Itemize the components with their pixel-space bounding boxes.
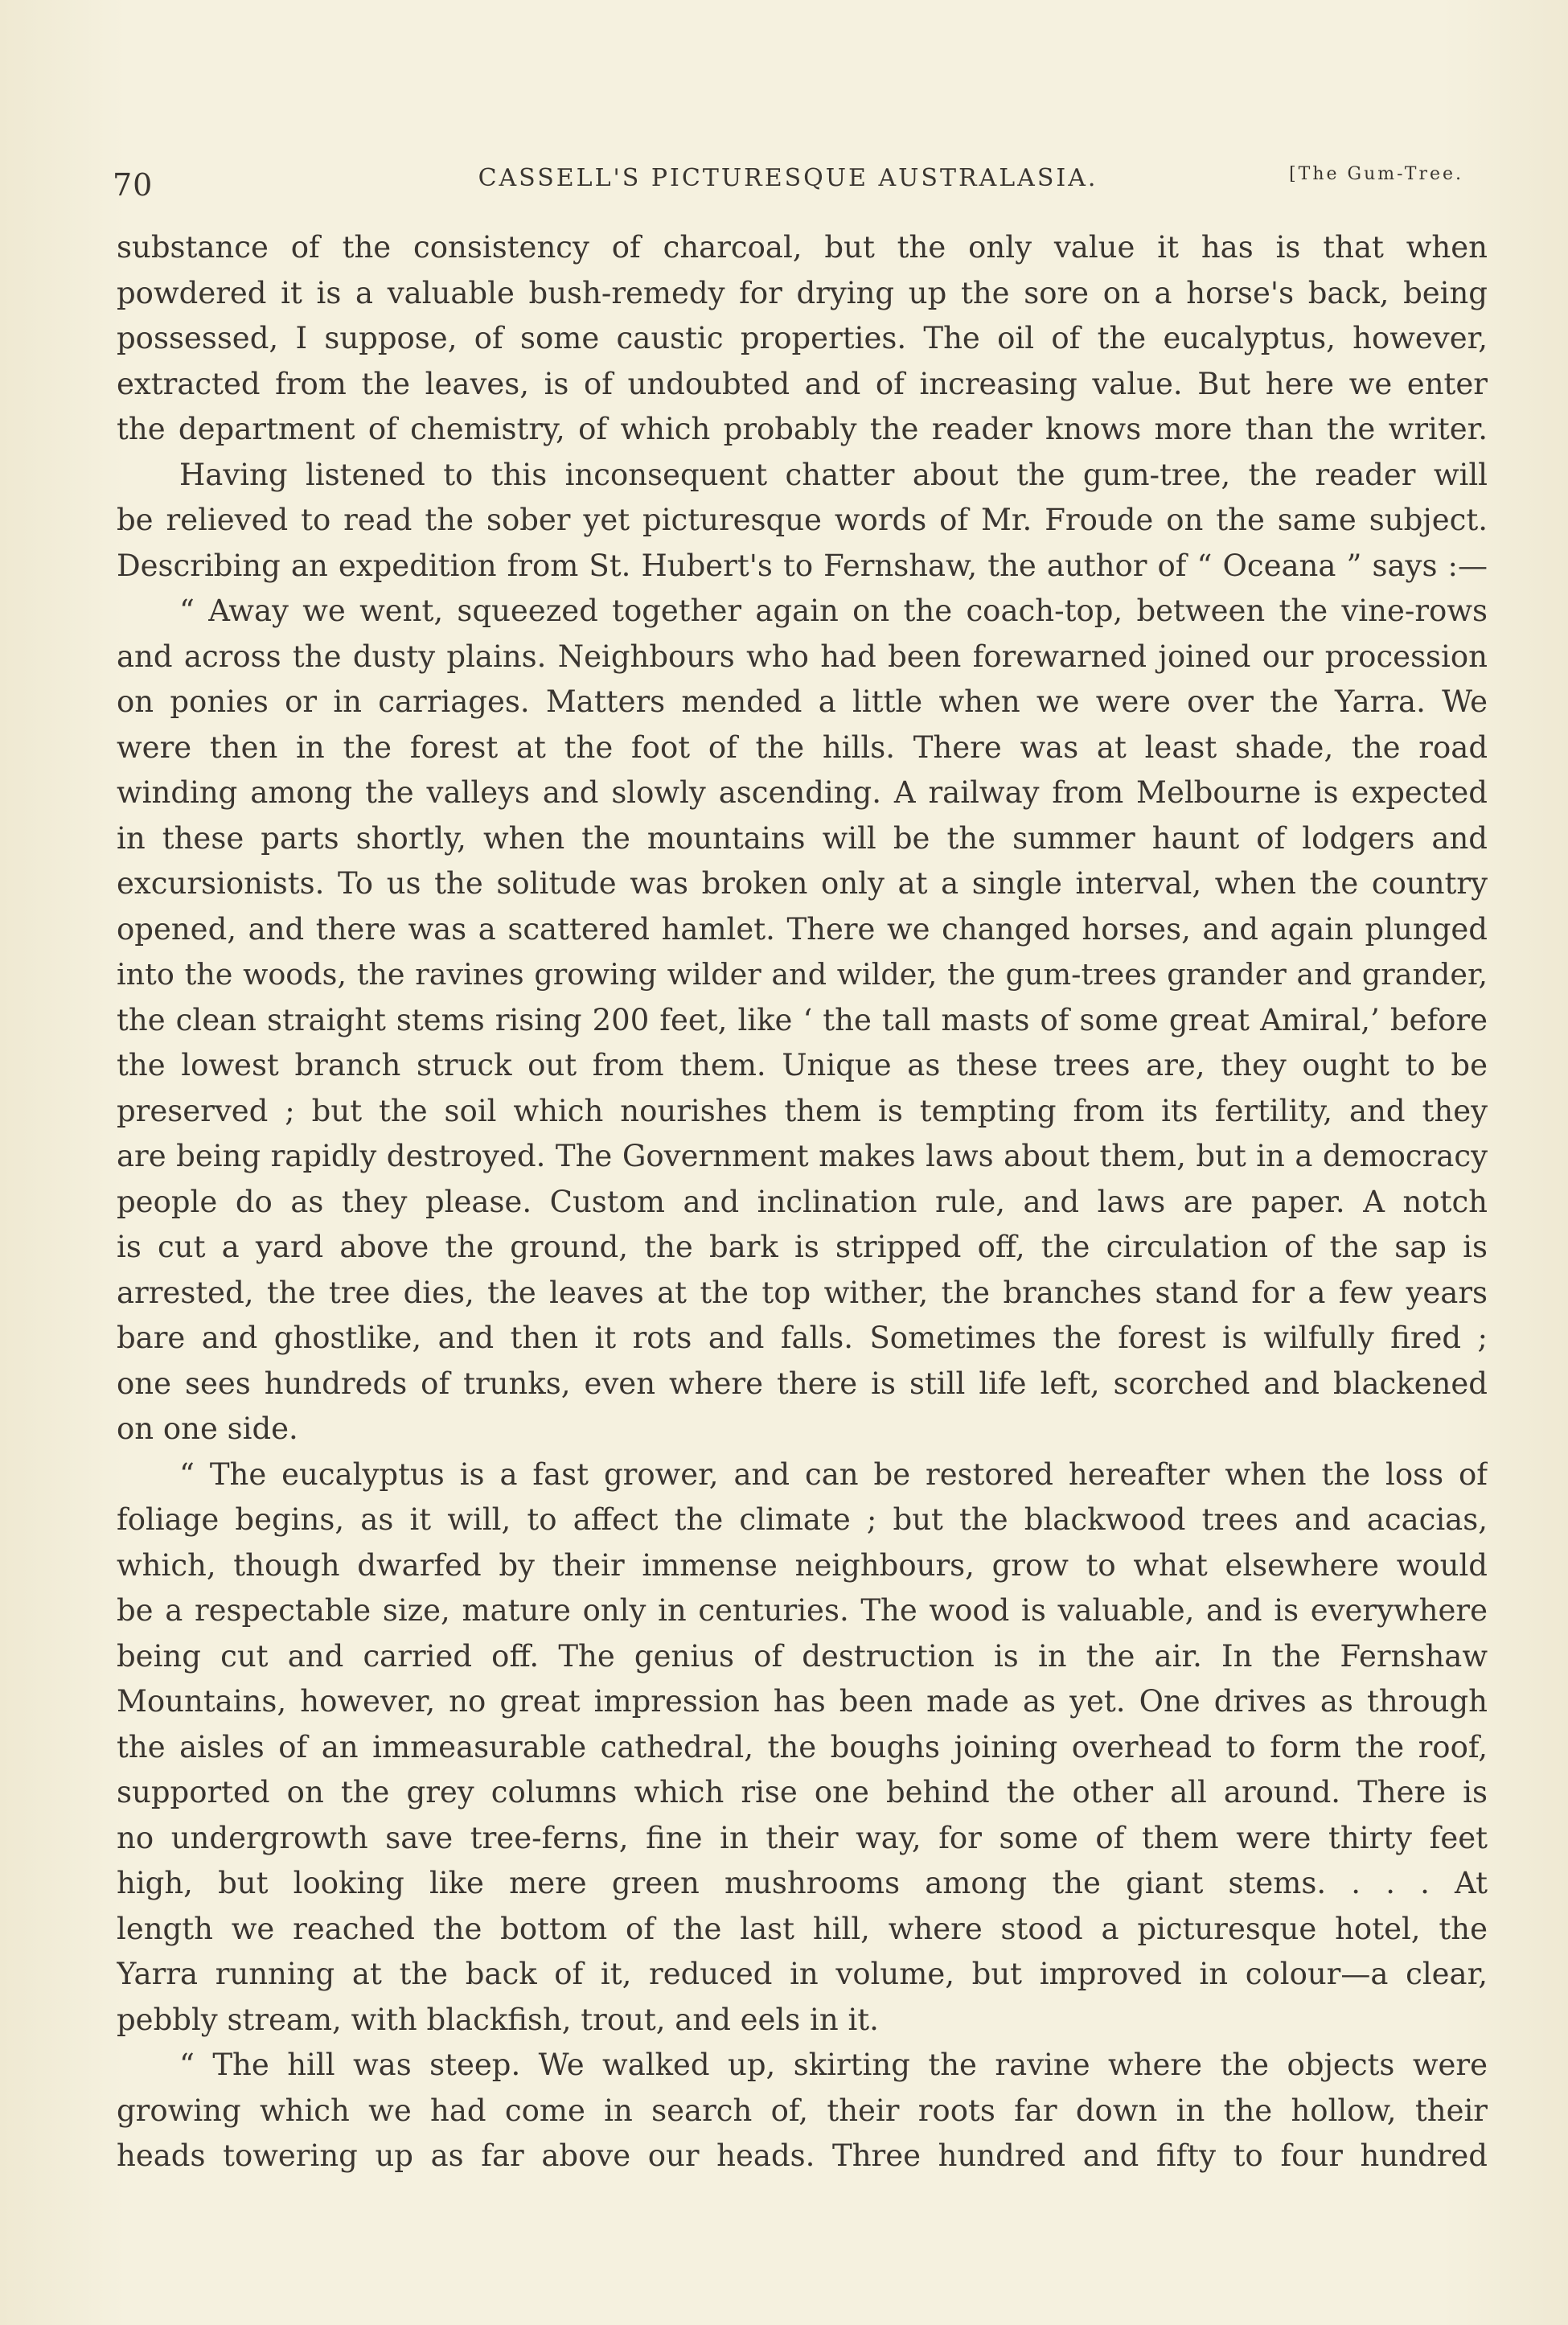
text-line: powdered it is a valuable bush-remedy for drying up the sore on a horse's back, being: [117, 275, 1488, 310]
text-line: which, though dwarfed by their immense neighbours, grow to what elsewhere would: [117, 1547, 1488, 1583]
text-line: into the woods, the ravines growing wilder and wilder, the gum-trees grander and grander,: [117, 957, 1488, 992]
text-line: and across the dusty plains. Neighbours who had been forewarned joined our procession: [117, 639, 1488, 674]
text-line: bare and ghostlike, and then it rots and falls. Sometimes the forest is wilfully fired ;: [117, 1321, 1488, 1355]
text-line: opened, and there was a scattered hamlet. There we changed horses, and again plunged: [117, 911, 1488, 947]
text-line: in these parts shortly, when the mountains will be the summer haunt of lodgers and: [117, 820, 1488, 856]
text-line: be relieved to read the sober yet picturesque words of Mr. Froude on the same subject.: [117, 503, 1488, 537]
text-line: the department of chemistry, of which probably the reader knows more than the writer.: [117, 412, 1488, 446]
page-header: [113, 153, 1463, 201]
text-line: on one side.: [117, 1411, 298, 1446]
text-line: were then in the forest at the foot of the hills. There was at least shade, the road: [117, 729, 1488, 765]
text-line: the lowest branch struck out from them. Unique as these trees are, they ought to be: [117, 1048, 1488, 1082]
text-line: Mountains, however, no great impression has been made as yet. One drives as through: [117, 1684, 1488, 1719]
text-line: one sees hundreds of trunks, even where there is still life left, scorched and blackened: [117, 1366, 1488, 1401]
text-line: Describing an expedition from St. Hubert's to Fernshaw, the author of “ Oceana ” says :—: [117, 548, 1488, 583]
running-title: CASSELL'S PICTURESQUE AUSTRALASIA.: [478, 164, 1098, 192]
text-line: Yarra running at the back of it, reduced in volume, but improved in colour—a clear,: [117, 1957, 1488, 1991]
text-line: preserved ; but the soil which nourishes them is tempting from its fertility, and they: [117, 1093, 1488, 1128]
text-line: pebbly stream, with blackfish, trout, and eels in it.: [117, 2002, 879, 2037]
text-line: “ The hill was steep. We walked up, skirting the ravine where the objects were: [179, 2048, 1488, 2082]
text-line: the aisles of an immeasurable cathedral, the boughs joining overhead to form the roof,: [117, 1729, 1488, 1764]
text-line: extracted from the leaves, is of undoubted and of increasing value. But here we enter: [117, 366, 1488, 401]
text-line: heads towering up as far above our heads. Three hundred and fifty to four hundred: [117, 2138, 1488, 2173]
text-line: is cut a yard above the ground, the bark is stripped off, the circulation of the sap is: [117, 1230, 1488, 1264]
text-line: “ The eucalyptus is a fast grower, and can be restored hereafter when the loss of: [179, 1456, 1488, 1492]
text-line: are being rapidly destroyed. The Government makes laws about them, but in a democracy: [117, 1139, 1488, 1173]
text-line: growing which we had come in search of, their roots far down in the hollow, their: [117, 2093, 1488, 2128]
text-line: supported on the grey columns which rise one behind the other all around. There is: [117, 1775, 1488, 1809]
text-line: be a respectable size, mature only in centuries. The wood is valuable, and is everywhere: [117, 1593, 1488, 1628]
text-line: length we reached the bottom of the last hill, where stood a picturesque hotel, the: [117, 1911, 1488, 1946]
text-line: Having listened to this inconsequent chatter about the gum-tree, the reader will: [179, 457, 1488, 492]
text-line: possessed, I suppose, of some caustic properties. The oil of the eucalyptus, however,: [117, 321, 1488, 355]
body-text: [117, 225, 1488, 2179]
text-line: the clean straight stems rising 200 feet, like ‘ the tall masts of some great Amiral,’ before: [117, 1002, 1488, 1037]
page-number: 70: [113, 167, 154, 203]
text-line: “ Away we went, squeezed together again on the coach-top, between the vine-rows: [179, 594, 1488, 628]
text-line: substance of the consistency of charcoal, but the only value it has is that when: [117, 230, 1488, 265]
text-line: high, but looking like mere green mushrooms among the giant stems. . . . At: [117, 1866, 1488, 1900]
text-line: being cut and carried off. The genius of destruction is in the air. In the Fernshaw: [117, 1638, 1488, 1674]
text-line: arrested, the tree dies, the leaves at the top wither, the branches stand for a few years: [117, 1275, 1488, 1310]
text-line: foliage begins, as it will, to affect the climate ; but the blackwood trees and acacias,: [117, 1502, 1488, 1537]
text-line: on ponies or in carriages. Matters mended a little when we were over the Yarra. We: [117, 684, 1488, 719]
text-line: people do as they please. Custom and inclination rule, and laws are paper. A notch: [117, 1184, 1488, 1219]
text-line: excursionists. To us the solitude was broken only at a single interval, when the country: [117, 866, 1488, 901]
text-line: no undergrowth save tree-ferns, fine in their way, for some of them were thirty feet: [117, 1820, 1488, 1855]
text-line: winding among the valleys and slowly ascending. A railway from Melbourne is expected: [117, 775, 1488, 810]
section-tag: [The Gum-Tree.: [1289, 164, 1463, 184]
